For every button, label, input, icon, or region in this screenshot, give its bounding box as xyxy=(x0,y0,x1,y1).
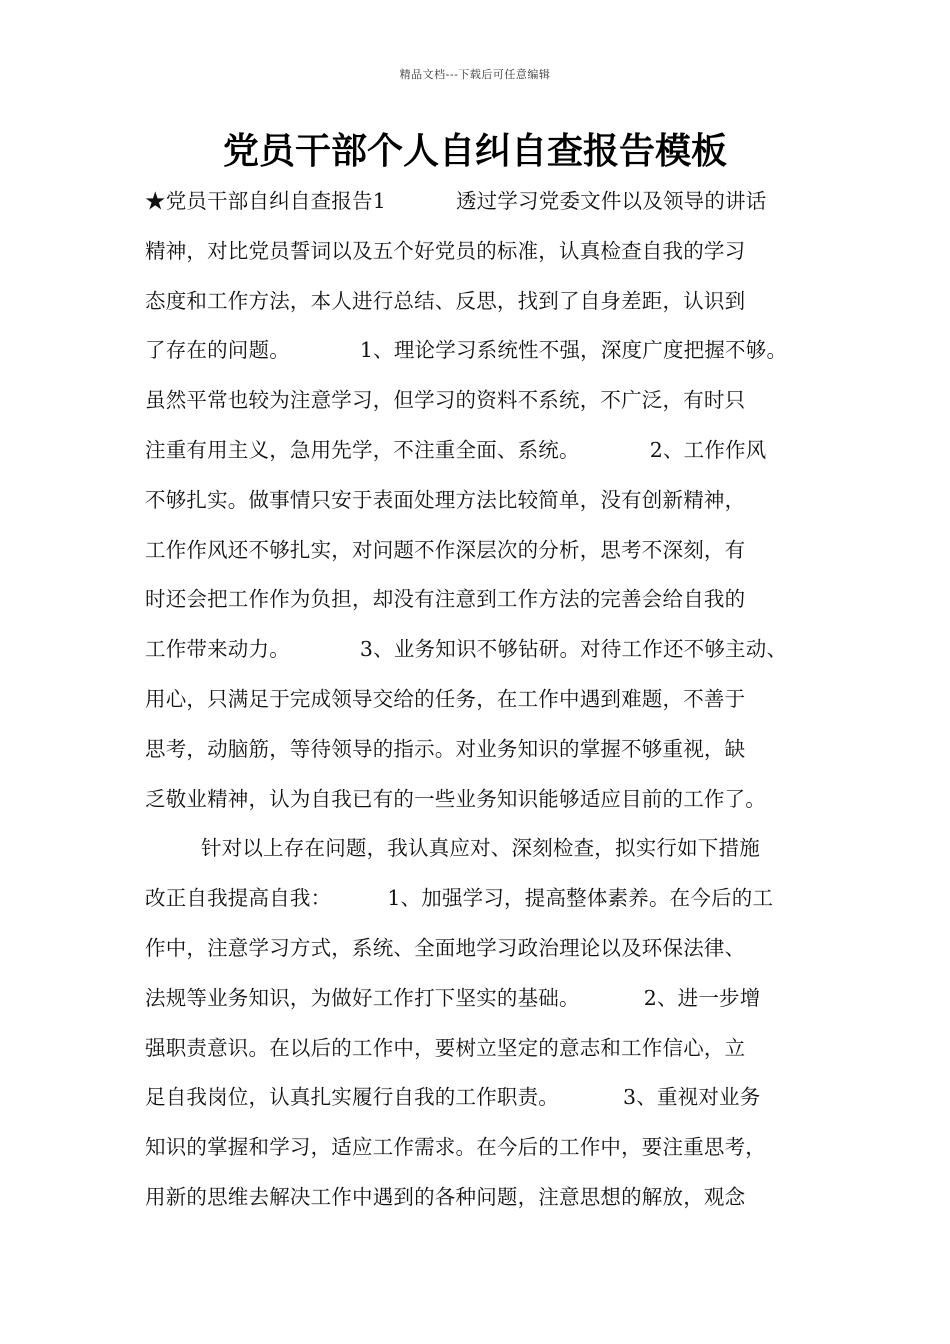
text-line xyxy=(145,177,835,227)
text-segment: 3、重视对业务 xyxy=(623,1085,761,1110)
text-line xyxy=(145,1123,835,1173)
text-line xyxy=(145,1024,835,1074)
text-line xyxy=(145,326,835,376)
text-line xyxy=(145,526,835,576)
text-segment: 透过学习党委文件以及领导的讲话 xyxy=(455,189,767,213)
text-segment: 作中，注意学习方式，系统、全面地学习政治理论以及环保法律、 xyxy=(145,935,746,960)
text-line xyxy=(145,277,835,327)
text-line xyxy=(145,376,835,426)
text-segment: ★党员干部自纠自查报告1 xyxy=(145,189,386,213)
text-segment: 工作作风还不够扎实，对问题不作深层次的分析，思考不深刻，有 xyxy=(145,537,746,562)
text-line xyxy=(145,1073,835,1123)
text-segment: 思考，动脑筋，等待领导的指示。对业务知识的掌握不够重视，缺 xyxy=(145,736,746,761)
text-segment: 注重有用主义，急用先学，不注重全面、系统。 xyxy=(145,437,580,462)
text-line xyxy=(145,725,835,775)
text-segment: 态度和工作方法，本人进行总结、反思，找到了自身差距，认识到 xyxy=(145,288,746,313)
text-segment: 2、进一步增 xyxy=(643,985,761,1010)
text-segment: 1、理论学习系统性不强，深度广度把握不够。 xyxy=(359,338,788,363)
text-segment: 法规等业务知识，为做好工作打下坚实的基础。 xyxy=(145,985,580,1010)
text-segment: 1、加强学习，提高整体素养。在今后的工 xyxy=(387,886,774,911)
text-segment: 用新的思维去解决工作中遇到的各种问题，注意思想的解放，观念 xyxy=(145,1184,746,1209)
text-segment: 强职责意识。在以后的工作中，要树立坚定的意志和工作信心，立 xyxy=(145,1035,746,1060)
text-segment: 不够扎实。做事情只安于表面处理方法比较简单，没有创新精神， xyxy=(145,487,746,512)
text-segment: 虽然平常也较为注意学习，但学习的资料不系统，不广泛，有时只 xyxy=(145,388,746,413)
text-line xyxy=(145,775,835,825)
text-segment: 3、业务知识不够钻研。对待工作还不够主动、 xyxy=(359,637,788,662)
text-segment: 时还会把工作作为负担，却没有注意到工作方法的完善会给自我的 xyxy=(145,587,746,612)
text-segment: 用心，只满足于完成领导交给的任务，在工作中遇到难题，不善于 xyxy=(145,686,746,711)
text-segment: 知识的掌握和学习，适应工作需求。在今后的工作中，要注重思考， xyxy=(145,1135,766,1160)
text-line xyxy=(145,874,835,924)
text-line xyxy=(145,476,835,526)
text-segment: 足自我岗位，认真扎实履行自我的工作职责。 xyxy=(145,1085,559,1110)
body-text xyxy=(145,177,835,1223)
text-line xyxy=(145,924,835,974)
text-line xyxy=(145,974,835,1024)
header-note: 精品文档---下载后可任意编辑 xyxy=(399,68,551,81)
text-line xyxy=(145,575,835,625)
page-title: 党员干部个人自纠自查报告模板 xyxy=(222,131,727,172)
text-line xyxy=(145,1173,835,1223)
text-line xyxy=(145,824,835,874)
text-segment: 2、工作作风 xyxy=(649,437,767,462)
text-line xyxy=(145,426,835,476)
text-segment: 精神，对比党员誓词以及五个好党员的标准，认真检查自我的学习 xyxy=(145,238,746,263)
text-segment: 针对以上存在问题，我认真应对、深刻检查，拟实行如下措施 xyxy=(201,836,760,861)
text-line xyxy=(145,227,835,277)
text-segment: 了存在的问题。 xyxy=(145,338,290,363)
text-segment: 乏敬业精神，认为自我已有的一些业务知识能够适应目前的工作了。 xyxy=(145,786,766,811)
text-line xyxy=(145,675,835,725)
text-segment: 工作带来动力。 xyxy=(145,637,290,662)
text-segment: 改正自我提高自我： xyxy=(145,886,332,911)
text-line xyxy=(145,625,835,675)
